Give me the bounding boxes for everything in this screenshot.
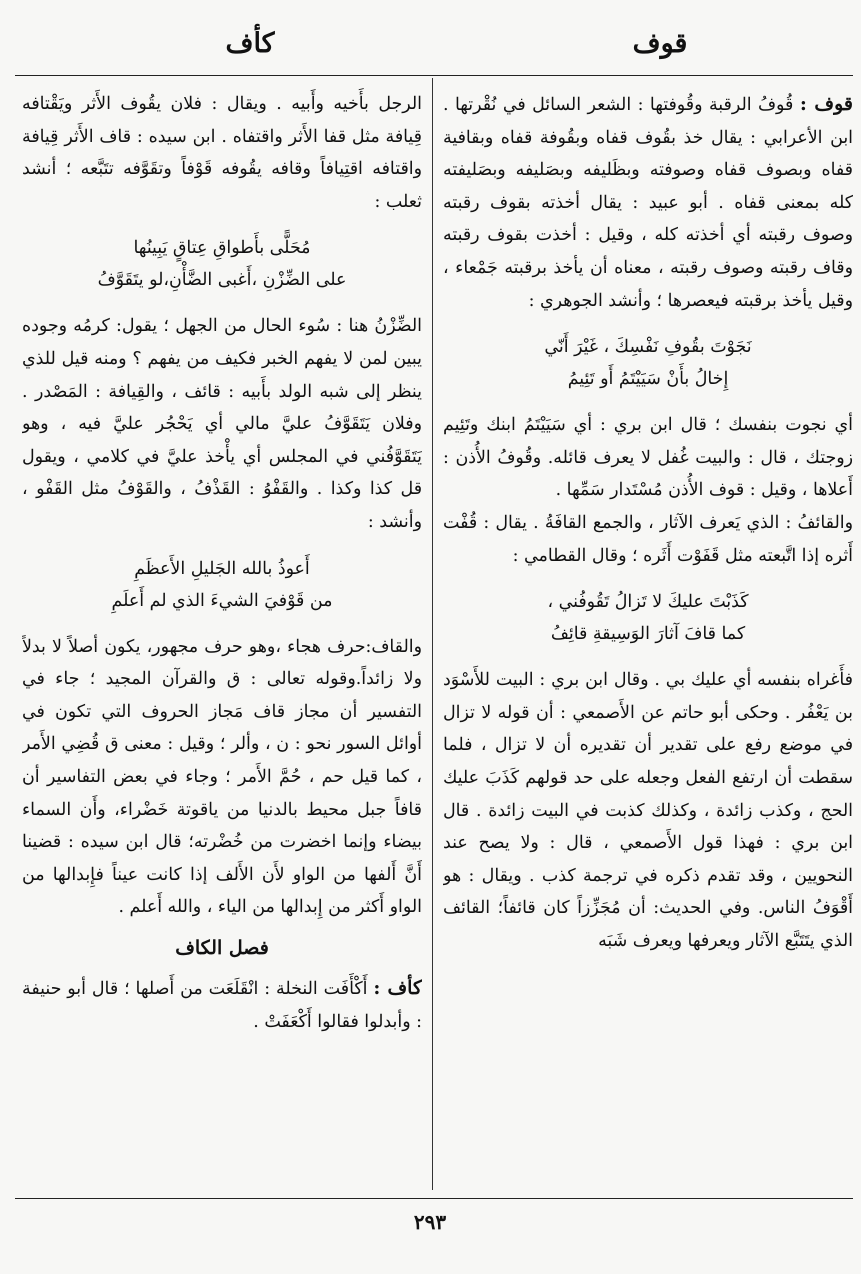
text-line: وبظَليفه وبصَليفه وبصَليفته كله بمعنى قفاه . أبو: [443, 160, 853, 213]
verse-line: على الضِّزْنِ ،أَغبى الضَّأْنِ،لو يتَقَوَّفُ: [97, 270, 347, 291]
text-line: وقُوفُ الأُذن : أَعلاها ، وقيل : قوف الأُذن: [443, 447, 853, 501]
running-head-right: قوف: [632, 28, 688, 59]
text-line: أخذته كله ، وقيل : أخذت بقوف رقبته وقاف: [443, 225, 853, 278]
left-column: [22, 88, 422, 1193]
text-line: ويَقْتافه قِيافة مثل قفا الأَثر واقتفاه . ابن سيده :: [22, 94, 422, 147]
text-line: يَحْجُر عليَّ فيه ، وهو يَتَقَوَّفُني في المجلس أي يأْخذ: [22, 414, 422, 467]
text-line: وتَئِيم زوجتك ، قال : والبيت غُفل لا يعرف قائله.: [443, 415, 853, 468]
text-line: وبقُوفة قفاه وبقافية قفاه وبصوف قفاه وصوفته: [443, 127, 853, 181]
text-paragraph: [443, 664, 853, 957]
text-line: قال ابن سيده : قضينا أَنَّ أَلفها من الواو لأَن الأَلف: [22, 832, 422, 885]
verse-line: من قَوْفيَ الشيءَ الذي لم أَعلَمِ: [111, 590, 333, 611]
text-line: وجوده يبين لمن لا يفهم الخبر فكيف من يفهم ؟: [22, 316, 422, 369]
text-line: يقال : قُفْت أَثره إذا اتَّبعته مثل قَفَوْت أَثَره ؛: [443, 512, 853, 566]
verse-line: نَجَوْتَ بقُوفِ نَفْسِكَ ، غَيْرَ أَنّي: [544, 337, 752, 358]
verse-block: [443, 586, 853, 650]
text-line: أي نجوت بنفسك ؛ قال ابن بري : أي سَيَيْتَمُ ابنك: [486, 415, 853, 436]
text-line: أَقْوَفُ الناس. وفي الحديث: أن مُجَزِّزاً كان قائفاً؛: [497, 898, 853, 919]
text-line: قُوفُ الرقبة وقُوفتها : الشعر السائل في: [502, 95, 794, 115]
text-line: لا بدلاً ولا زائداً.وقوله تعالى : ق والقرآن المجيد ؛: [22, 636, 422, 690]
text-line: والقاف:حرف هجاء ،وهو حرف مجهور، يكون أصلاً: [68, 636, 422, 657]
verse-line: مُحَلًّى بأَطواقِ عِتاقٍ يَبِينُها: [133, 238, 311, 259]
verse-line: أَعوذُ بالله الجَليلِ الأَعظَمِ: [134, 558, 310, 579]
verse-block: [22, 553, 422, 617]
entry-headword: كأف :: [373, 977, 422, 1000]
text-line: قاف الأَثر قِيافة واقتافه اقتِيافاً وقافه يقُوفه قَوْفاً: [22, 126, 422, 180]
page-number: ٢٩٣: [413, 1210, 447, 1234]
top-rule: [15, 75, 853, 76]
text-line: للأَسْوَد بن يَعْفُر . وحكى أبو حاتم عن الأَصمعي :: [443, 670, 853, 723]
text-paragraph: [443, 409, 853, 572]
right-column: [443, 88, 853, 1193]
text-line: رقبته وصوف رقبته ، معناه أن يأخذ برقبته جَمْعاء ،: [443, 257, 807, 278]
text-paragraph: [22, 88, 422, 218]
text-line: جاء في التفسير أن مجاز قاف مَجاز الحروف التي تكون: [22, 669, 422, 722]
entry-paragraph-kaaf: [22, 972, 422, 1038]
entry-headword: قوف :: [799, 93, 853, 115]
text-line: وقال القطامي :: [512, 545, 627, 566]
text-line: عبيد : يقال أخذته بقوف رقبته وصوف رقبته أي: [443, 192, 853, 246]
text-line: الياء ، والله أَعلم .: [118, 897, 247, 918]
text-line: والقائفُ : الذي يَعرف الآثار ، والجمع القافَةُ .: [533, 512, 853, 533]
text-line: نُقْرتها . ابن الأعرابي : يقال خذ بقُوف قفاه: [443, 95, 853, 148]
text-line: القَذْفُ ، والقَوْفُ مثل القَفْو ، وأنشد :: [22, 479, 422, 532]
entry-paragraph-qawf: [443, 88, 853, 317]
text-line: الضِّزْنُ هنا : سُوء الحال من الجهل ؛ يقول: كرمُه: [73, 316, 422, 337]
text-line: الرجل بأَخيه وأَبيه . ويقال : فلان يقُوف الأَثر: [81, 94, 422, 114]
running-head-left: كأف: [225, 28, 275, 59]
text-line: في أوائل السور نحو : ن ، وألر ؛ وقيل : معنى ق: [22, 701, 422, 755]
text-line: وقد تقدم ذكره في ترجمة كذب . ويقال : هو: [443, 865, 774, 886]
verse-line: كما قافَ آثارَ الوَسِيقةِ قائِفُ: [550, 624, 746, 645]
text-line: وقيل يأخذ برقبته فيعصرها ؛ وأنشد الجوهري :: [528, 290, 853, 311]
text-line: فأَغراه بنفسه أي عليك بي . وقال ابن بري : البيت: [495, 670, 853, 691]
bottom-rule: [15, 1198, 853, 1199]
verse-block: [22, 232, 422, 296]
text-line: ومنه قيل للذي ينظر إلى شبه الولد بأَبيه : قائف ،: [22, 348, 422, 402]
verse-line: إِخالُ بأَنْ سَيَيْتَمُ أَو تَئِيمُ: [567, 369, 729, 390]
column-divider: [432, 78, 433, 1190]
text-line: فهذا قول الأَصمعي ، قال : ولا يصح عند النحويين ،: [443, 833, 853, 886]
text-paragraph: [22, 310, 422, 538]
text-paragraph: [22, 631, 422, 924]
text-line: وتقَوَّفه تتَبَّعه ؛ أنشد ثعلب :: [22, 159, 422, 212]
text-line: أن لا تزال ، فلما سقطت أن ارتفع الفعل وجعله على: [443, 735, 853, 788]
text-line: حد قولهم كَذَبَ عليك الحج ، وكذب زائدة ،: [443, 767, 853, 821]
text-line: أن قوله لا تزال في موضع رفع على تقدير أن تقديره: [443, 702, 853, 756]
section-title: فصل الكاف: [175, 936, 269, 959]
text-line: أبو حنيفة : وأبدلوا فقالوا أَكْعَفَتْ .: [22, 979, 422, 1033]
text-line: القائف الذي يتَتَبَّع الآثار ويعرفها ويعرف شَبَه: [443, 898, 853, 951]
text-line: قُضِي الأَمر ، كما قيل حم ، حُمَّ الأَمر ؛ وجاء في: [22, 734, 422, 787]
verse-block: [443, 331, 853, 395]
text-line: خَضْراء، وأَن السماء بيضاء وإنما اخضرت من خُضْرته؛: [22, 799, 422, 853]
verse-line: كَذَبْتَ عليكَ لا تَزالُ تَقُوفُني ،: [547, 592, 749, 613]
text-line: عليَّ في كلامي ، ويقول قل كذا وكذا . والقَفْوُ :: [22, 446, 422, 500]
text-line: بعض التفاسير أن قافاً جبل محيط بالدنيا من ياقوتة: [22, 766, 422, 820]
text-line: إذا كانت عيناً فإِبدالها من الواو أَكثر من إِبدالها من: [22, 864, 422, 918]
text-line: وكذلك كذبت في البيت زائدة . قال ابن بري :: [443, 800, 853, 854]
text-line: والقِيافة : المَصْدر . وفلان يَتَقَوَّفُ عليَّ مالي أي: [22, 381, 422, 435]
text-line: مُسْتَدار سَمِّها .: [555, 480, 663, 501]
text-line: أَكْأَفَت النخلة : انْقَلَعَت من أَصلها ؛ قال: [91, 979, 368, 1000]
